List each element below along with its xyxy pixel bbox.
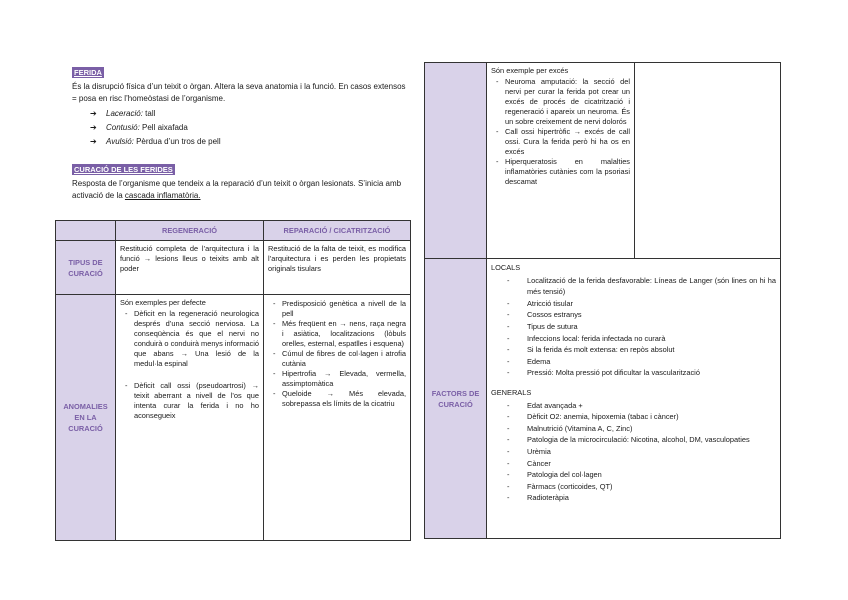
col-header-reparacio: REPARACIÓ / CICATRITZACIÓ bbox=[264, 221, 411, 241]
list-item: - Urèmia bbox=[527, 446, 776, 458]
list-item: - Cossos estranys bbox=[527, 309, 776, 321]
list-item: - Dèficit O2: anemia, hipoxemia (tabac i càncer) bbox=[527, 411, 776, 423]
list-item: - Dèficit call ossi (pseudoartrosi) → teixit aberrant a nivell de l’os que intenta curar la ferida i no ho aconsegueix bbox=[134, 381, 259, 421]
list-item: - Localització de la ferida desfavorable: Líneas de Langer (són lines on hi ha més tensió) bbox=[527, 275, 776, 298]
curacio-table bbox=[55, 220, 411, 541]
type-desc: Pèrdua d’un tros de pell bbox=[133, 137, 221, 146]
list-item: - Cúmul de fibres de col·lagen i atrofia cutània bbox=[282, 349, 406, 369]
list-item: - Predisposició genètica a nivell de la pell bbox=[282, 299, 406, 319]
row-header-factors: FACTORS DE CURACIÓ bbox=[425, 259, 487, 539]
locals-heading: LOCALS bbox=[491, 263, 521, 272]
list-item: - Hiperqueratosis en malalties inflamatòries cutànies com la psoriasi descamat bbox=[505, 157, 630, 187]
type-desc: tall bbox=[142, 109, 156, 118]
cascada-link: cascada inflamatòria. bbox=[124, 191, 201, 200]
list-item: - Infeccions local: ferida infectada no curarà bbox=[527, 333, 776, 345]
cell-anomalies-reparacio bbox=[264, 295, 411, 541]
col-header-regeneracio: REGENERACIÓ bbox=[116, 221, 264, 241]
list-item: - Malnutrició (Vitamina A, C, Zinc) bbox=[527, 423, 776, 435]
list-item bbox=[90, 121, 412, 135]
curacio-text bbox=[72, 178, 412, 202]
list-item: - Edat avançada + bbox=[527, 400, 776, 412]
list-item: - Patologia de la microcirculació: Nicotina, alcohol, DM, vasculopaties bbox=[527, 434, 776, 446]
wound-types-list bbox=[72, 107, 412, 149]
factors-table bbox=[424, 62, 781, 539]
intro-text: Són exemples per defecte bbox=[120, 298, 206, 307]
ferida-heading: FERIDA bbox=[74, 68, 102, 77]
list-item bbox=[90, 107, 412, 121]
list-item: - Radioteràpia bbox=[527, 492, 776, 504]
list-item: - Edema bbox=[527, 356, 776, 368]
list-item: - Neuroma amputació: la secció del nervi per curar la ferida pot crear un excés de procés de cicatrització i regeneració i apareix un neuroma. És un sobre creixement de nervi dolorós bbox=[505, 77, 630, 127]
row-header-tipus: TIPUS DE CURACIÓ bbox=[56, 241, 116, 295]
list-item: - Pressió: Molta pressió pot dificultar la vascularització bbox=[527, 367, 776, 379]
cell-factors bbox=[487, 259, 781, 539]
list-item: - Càncer bbox=[527, 458, 776, 470]
curacio-heading: CURACIÓ DE LES FERIDES bbox=[74, 165, 173, 174]
type-term: Contusió: bbox=[106, 123, 140, 132]
cell-tipus-reparacio: Restitució de la falta de teixit, es modifica l’arquitectura i es perden les propietats originals tisulars bbox=[264, 241, 411, 295]
intro-text: Són exemple per excés bbox=[491, 66, 569, 75]
cell-anomalies-regeneracio bbox=[116, 295, 264, 541]
row-header-anomalies: ANOMALIES EN LA CURACIÓ bbox=[56, 295, 116, 541]
empty-row-header bbox=[425, 63, 487, 259]
arrow-icon: ➔ bbox=[90, 109, 97, 118]
list-item: - Fàrmacs (corticoides, QT) bbox=[527, 481, 776, 493]
empty-header-cell bbox=[56, 221, 116, 241]
list-item: - Patologia del col·lagen bbox=[527, 469, 776, 481]
arrow-icon: ➔ bbox=[90, 137, 97, 146]
list-item: - Atricció tisular bbox=[527, 298, 776, 310]
list-item: - Tipus de sutura bbox=[527, 321, 776, 333]
generals-heading: GENERALS bbox=[491, 387, 532, 397]
list-item: - Call ossi hipertròfic → excés de call ossi. Cura la ferida però hi ha os en excés bbox=[505, 127, 630, 157]
cell-tipus-regeneracio: Restitució completa de l’arquitectura i la funció → lesions lleus o teixits amb alt poder bbox=[116, 241, 264, 295]
empty-cell bbox=[635, 63, 781, 259]
list-item: - Dèficit en la regeneració neurologica després d’una secció nerviosa. La conseqüència és que el nervi no conduirà o conduirà menys informació que abans → Una lesió de la medul·la espinal bbox=[134, 309, 259, 369]
arrow-icon: ➔ bbox=[90, 123, 97, 132]
type-term: Laceració: bbox=[106, 109, 143, 118]
list-item: - Queloide → Més elevada, sobrepassa els límits de la cicatriu bbox=[282, 389, 406, 409]
type-term: Avulsió: bbox=[106, 137, 134, 146]
type-desc: Pell aixafada bbox=[139, 123, 188, 132]
curacio-body: Resposta de l’organisme que tendeix a la reparació d’un teixit o òrgan lesionats. S’inicia amb activació de la bbox=[72, 179, 402, 200]
left-column bbox=[72, 62, 412, 202]
ferida-text: És la disrupció física d’un teixit o òrgan. Altera la seva anatomia i la funció. En casos extensos = posa en risc l’homeòstasi de l’organisme. bbox=[72, 82, 406, 103]
list-item: - Hipertrofia → Elevada, vermella, assimptomàtica bbox=[282, 369, 406, 389]
list-item bbox=[90, 135, 412, 149]
list-item: - Més freqüent en → nens, raça negra i asiàtica, localitzacions (lòbuls orelles, esternal, espatlles i esquena) bbox=[282, 319, 406, 349]
cell-exces bbox=[487, 63, 635, 259]
list-item: - Si la ferida és molt extensa: en repòs absolut bbox=[527, 344, 776, 356]
